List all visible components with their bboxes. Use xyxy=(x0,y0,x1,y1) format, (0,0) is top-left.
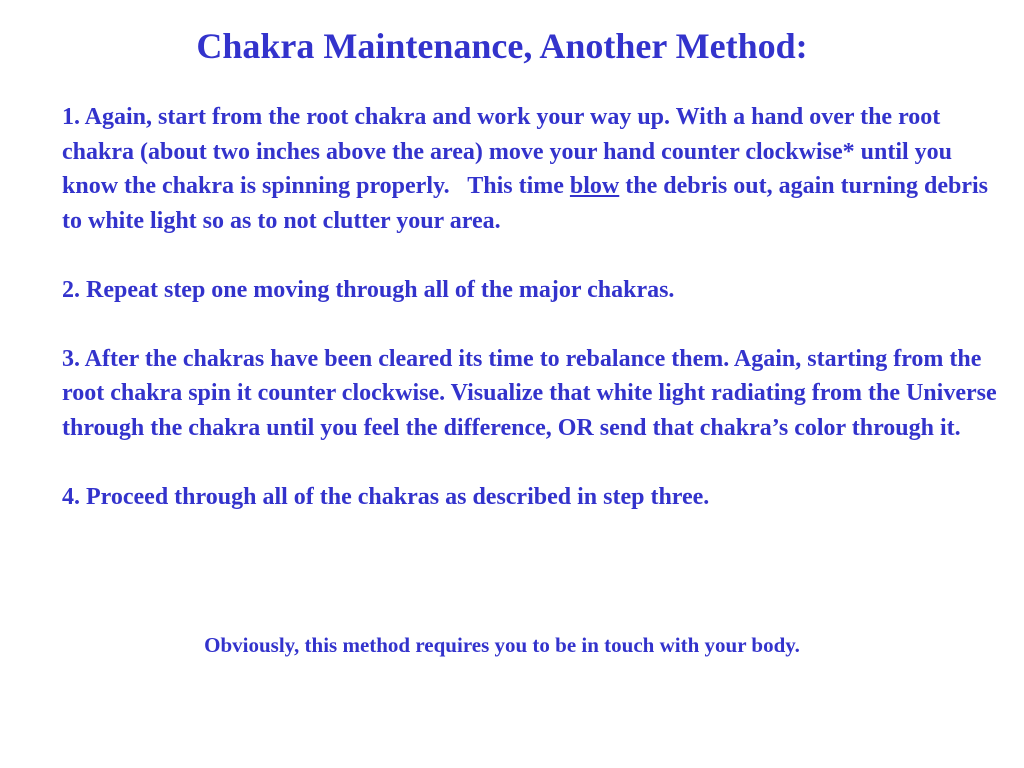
slide-title: Chakra Maintenance, Another Method: xyxy=(196,26,808,66)
step-4: 4. Proceed through all of the chakras as described in step three. xyxy=(62,483,710,510)
step-3: 3. After the chakras have been cleared its time to rebalance them. Again, starting from the root chakra spin it counter clockwise. Visualize that white light radiating from the Universe through the chakra until you feel the difference, OR send that chakra’s color through it. xyxy=(62,345,997,441)
step-1-text-before: 1. Again, start from the root chakra and work your way up. With a hand over the root chakra (about two inches above the area) move your hand counter clockwise* until you know the chakra is spinning properly. xyxy=(62,104,953,199)
step-1-text-after: the debris out, again turning debris to white light so as to not clutter your area. xyxy=(62,173,988,234)
steps-list xyxy=(62,100,997,549)
footnote: Obviously, this method requires you to be in touch with your body. xyxy=(204,633,800,657)
step-2: 2. Repeat step one moving through all of the major chakras. xyxy=(62,276,675,303)
step-1-gap xyxy=(450,173,468,199)
step-1-text-mid: This time xyxy=(467,173,570,199)
step-1 xyxy=(62,100,997,238)
step-1-emphasis-blow: blow xyxy=(569,173,620,199)
